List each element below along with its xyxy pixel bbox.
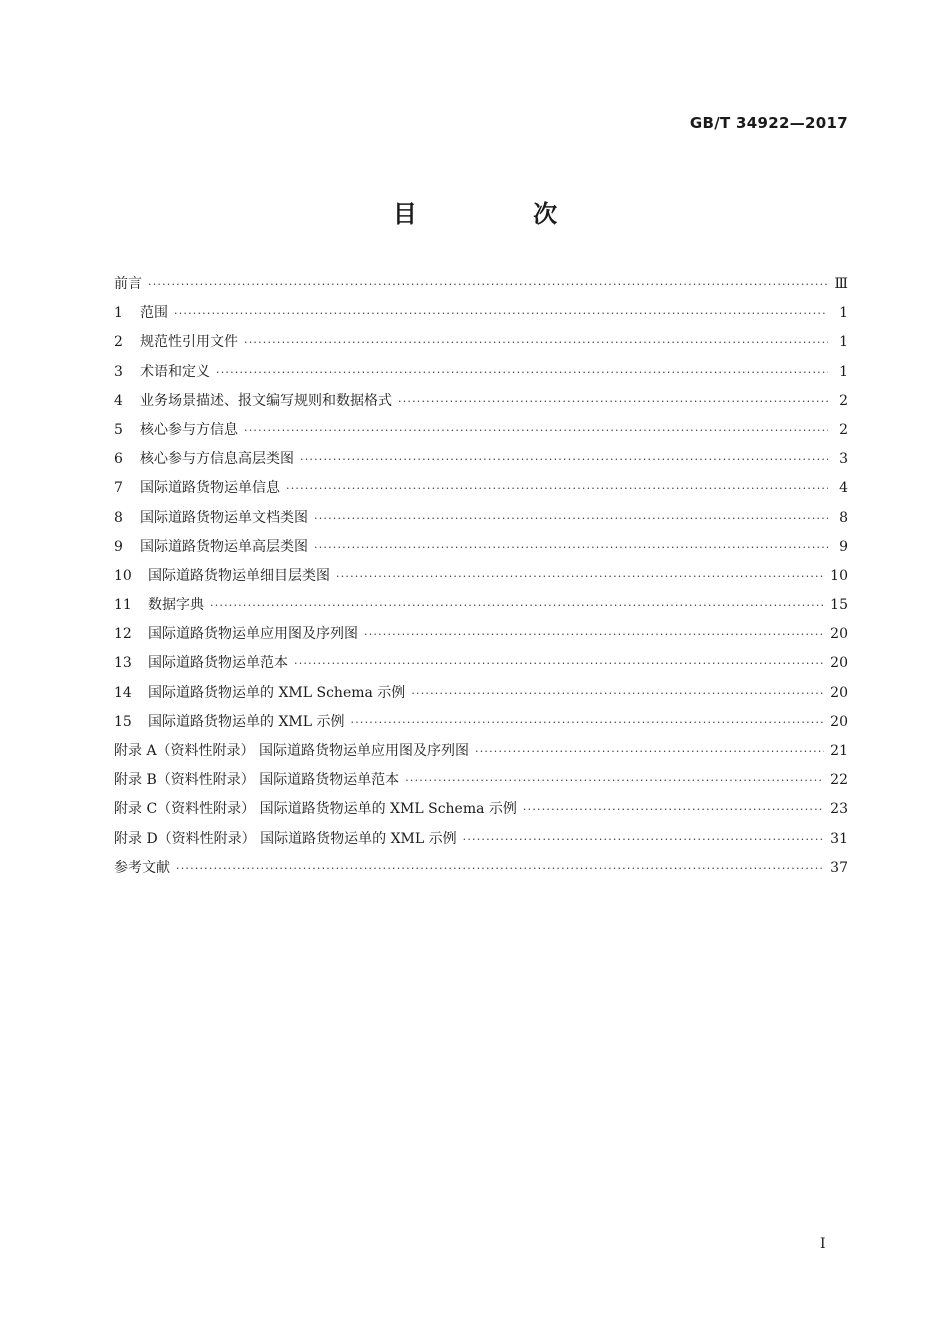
toc-leader-dots xyxy=(244,416,828,445)
toc-entry-label: 规范性引用文件 xyxy=(140,334,238,351)
toc-entry-label: 数据字典 xyxy=(148,597,204,614)
toc-entry-number: 3 xyxy=(114,363,123,380)
toc-leader-dots xyxy=(351,708,825,737)
toc-entry-page: 4 xyxy=(839,480,848,497)
standard-number: GB/T 34922—2017 xyxy=(689,114,848,132)
toc-entry-page: 1 xyxy=(839,363,848,380)
toc-entry-12[interactable] xyxy=(114,620,848,649)
toc-leader-dots xyxy=(411,679,824,708)
toc-entry-13[interactable] xyxy=(114,649,848,678)
toc-leader-dots xyxy=(210,591,824,620)
toc-entry-10[interactable] xyxy=(114,562,848,591)
toc-entry-page: 20 xyxy=(830,655,848,672)
toc-entry-annex-b[interactable] xyxy=(114,766,848,795)
toc-entry-number: 5 xyxy=(114,421,123,438)
toc-entry-9[interactable] xyxy=(114,533,848,562)
toc-leader-dots xyxy=(148,270,828,299)
table-of-contents xyxy=(114,270,848,883)
toc-entry-label: 国际道路货物运单文档类图 xyxy=(140,509,308,526)
toc-entry-page: 1 xyxy=(839,334,848,351)
toc-entry-label: 国际道路货物运单范本 xyxy=(148,655,288,672)
toc-entry-bibliography[interactable] xyxy=(114,854,848,883)
toc-title: 目 次 xyxy=(392,200,612,228)
toc-entry-page: 3 xyxy=(839,451,848,468)
toc-entry-page: 2 xyxy=(839,392,848,409)
toc-entry-11[interactable] xyxy=(114,591,848,620)
toc-entry-page: 20 xyxy=(830,713,848,730)
toc-entry-label: 附录 B（资料性附录） 国际道路货物运单范本 xyxy=(114,772,400,789)
toc-entry-number: 11 xyxy=(114,597,132,614)
toc-leader-dots xyxy=(364,620,824,649)
toc-leader-dots xyxy=(314,533,828,562)
toc-entry-4[interactable] xyxy=(114,387,848,416)
page-number: I xyxy=(820,1236,826,1252)
toc-entry-foreword[interactable] xyxy=(114,270,848,299)
toc-entry-label: 参考文献 xyxy=(114,859,170,876)
toc-entry-label: 核心参与方信息 xyxy=(140,421,238,438)
toc-entry-page: 15 xyxy=(830,597,848,614)
toc-leader-dots xyxy=(294,649,824,678)
toc-entry-5[interactable] xyxy=(114,416,848,445)
toc-entry-6[interactable] xyxy=(114,445,848,474)
toc-entry-page: 23 xyxy=(830,801,848,818)
toc-leader-dots xyxy=(286,474,828,503)
toc-entry-label: 国际道路货物运单信息 xyxy=(140,480,280,497)
toc-entry-label: 范围 xyxy=(140,305,168,322)
toc-entry-label: 术语和定义 xyxy=(140,363,210,380)
toc-entry-number: 14 xyxy=(114,684,132,701)
toc-entry-number: 2 xyxy=(114,334,123,351)
toc-leader-dots xyxy=(314,504,828,533)
toc-entry-label: 国际道路货物运单应用图及序列图 xyxy=(148,626,358,643)
toc-entry-number: 13 xyxy=(114,655,132,672)
toc-entry-label: 前言 xyxy=(114,276,142,292)
toc-entry-number: 7 xyxy=(114,480,123,497)
toc-entry-number: 15 xyxy=(114,713,132,730)
toc-leader-dots xyxy=(463,825,825,854)
toc-entry-label: 附录 A（资料性附录） 国际道路货物运单应用图及序列图 xyxy=(114,743,470,759)
toc-leader-dots xyxy=(405,766,824,795)
toc-entry-page: 20 xyxy=(830,626,848,643)
toc-entry-annex-d[interactable] xyxy=(114,825,848,854)
toc-entry-page: 2 xyxy=(839,421,848,438)
toc-leader-dots xyxy=(336,562,824,591)
toc-entry-page: 20 xyxy=(830,684,848,701)
toc-entry-label: 业务场景描述、报文编写规则和数据格式 xyxy=(140,392,392,409)
toc-entry-number: 4 xyxy=(114,392,123,409)
toc-entry-page: 8 xyxy=(839,509,848,526)
toc-entry-number: 8 xyxy=(114,509,123,526)
toc-entry-number: 6 xyxy=(114,451,123,468)
toc-leader-dots xyxy=(398,387,828,416)
toc-entry-annex-a[interactable] xyxy=(114,737,848,766)
toc-entry-3[interactable] xyxy=(114,358,848,387)
toc-entry-label: 国际道路货物运单的 XML Schema 示例 xyxy=(148,684,406,701)
toc-entry-page: 21 xyxy=(830,743,848,759)
toc-entry-label: 核心参与方信息高层类图 xyxy=(140,451,294,468)
toc-entry-page: 1 xyxy=(839,305,848,322)
toc-leader-dots xyxy=(475,737,824,766)
toc-entry-15[interactable] xyxy=(114,708,848,737)
toc-leader-dots xyxy=(216,358,828,387)
toc-entry-label: 附录 C（资料性附录） 国际道路货物运单的 XML Schema 示例 xyxy=(114,801,517,818)
toc-entry-page: 31 xyxy=(830,830,848,847)
toc-entry-number: 12 xyxy=(114,626,132,643)
toc-leader-dots xyxy=(300,445,828,474)
toc-entry-number: 9 xyxy=(114,538,123,555)
toc-entry-label: 国际道路货物运单细目层类图 xyxy=(148,567,330,584)
toc-leader-dots xyxy=(523,795,824,824)
toc-entry-annex-c[interactable] xyxy=(114,795,848,824)
toc-entry-page: Ⅲ xyxy=(834,276,848,292)
toc-entry-page: 22 xyxy=(830,772,848,789)
toc-entry-7[interactable] xyxy=(114,474,848,503)
toc-entry-number: 10 xyxy=(114,567,132,584)
toc-entry-page: 37 xyxy=(830,859,848,876)
toc-leader-dots xyxy=(176,854,824,883)
toc-leader-dots xyxy=(244,328,828,357)
toc-entry-page: 10 xyxy=(830,567,848,584)
toc-leader-dots xyxy=(174,299,828,328)
toc-entry-label: 国际道路货物运单高层类图 xyxy=(140,538,308,555)
toc-entry-label: 国际道路货物运单的 XML 示例 xyxy=(148,713,345,730)
toc-entry-label: 附录 D（资料性附录） 国际道路货物运单的 XML 示例 xyxy=(114,830,457,847)
toc-entry-number: 1 xyxy=(114,305,123,322)
toc-entry-8[interactable] xyxy=(114,504,848,533)
toc-entry-14[interactable] xyxy=(114,679,848,708)
toc-entry-1[interactable] xyxy=(114,299,848,328)
toc-entry-2[interactable] xyxy=(114,328,848,357)
toc-entry-page: 9 xyxy=(839,538,848,555)
